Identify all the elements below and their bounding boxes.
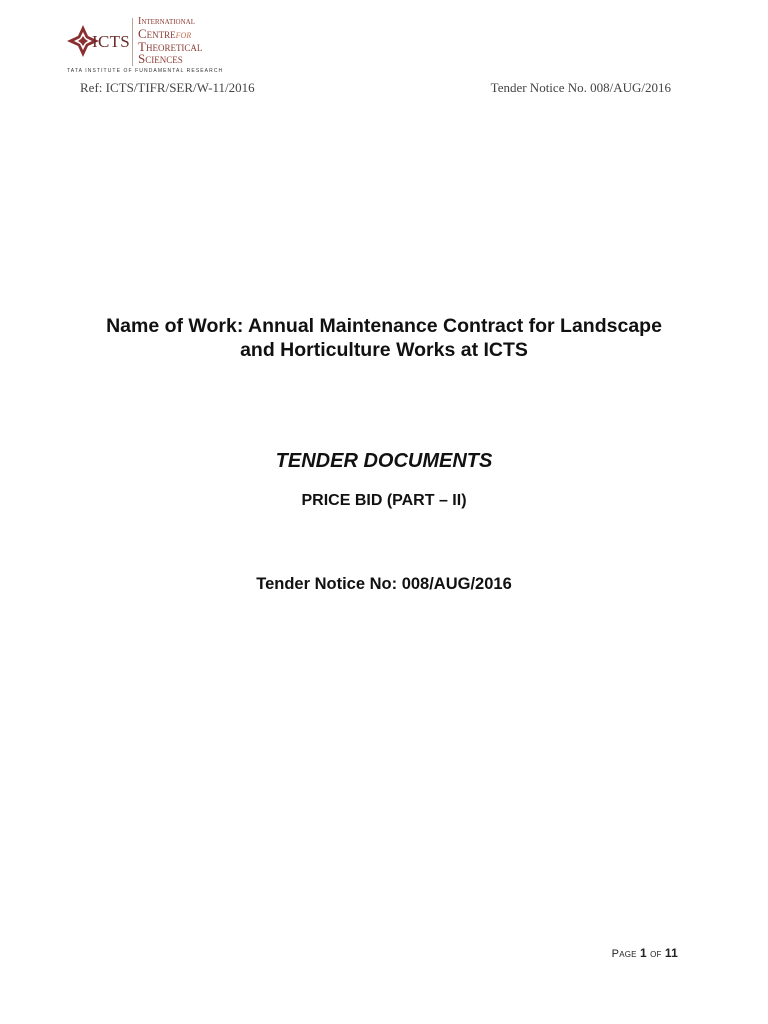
price-bid-subheading: PRICE BID (PART – II) (301, 492, 467, 509)
tender-documents-heading: TENDER DOCUMENTS (275, 450, 493, 472)
tender-notice-number: Tender Notice No: 008/AUG/2016 (256, 575, 512, 593)
page-total: 11 (664, 946, 678, 960)
logo-institution-name (138, 16, 202, 65)
logo-word-centre: Centre (138, 26, 176, 41)
icts-logo (66, 14, 236, 76)
logo-abbreviation: ICTS (92, 32, 131, 51)
logo-tagline: TATA INSTITUTE OF FUNDAMENTAL RESEARCH (67, 68, 224, 74)
logo-line-theoretical: Theoretical (138, 39, 203, 54)
page-number (612, 946, 678, 960)
page-label: Page (611, 948, 637, 960)
title-line-2: and Horticulture Works at ICTS (240, 339, 528, 361)
title-line-1: Name of Work: Annual Maintenance Contract for Landscape (106, 315, 662, 337)
page-of-label: of (650, 948, 662, 960)
reference-number: Ref: ICTS/TIFR/SER/W-11/2016 (80, 80, 255, 95)
logo-word-for: for (175, 29, 192, 41)
logo-line-international: International (138, 16, 195, 27)
logo-divider (132, 18, 133, 66)
logo-line-sciences: Sciences (138, 51, 183, 66)
page-current: 1 (639, 946, 647, 960)
name-of-work-title (60, 314, 708, 362)
tender-notice-reference: Tender Notice No. 008/AUG/2016 (490, 80, 671, 95)
